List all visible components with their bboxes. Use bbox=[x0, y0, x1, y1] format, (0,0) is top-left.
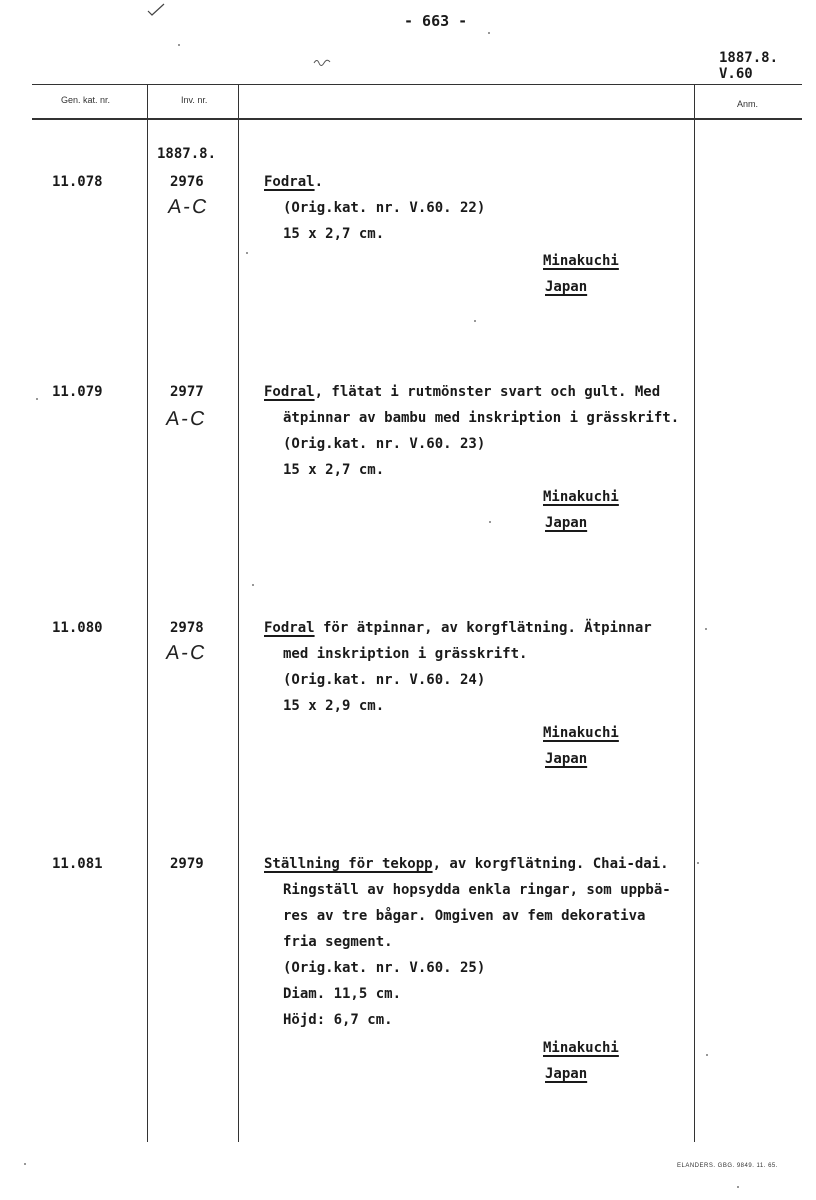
entry-title-line bbox=[264, 384, 660, 400]
entry-handwritten-mark: A-C bbox=[166, 196, 211, 218]
entry-title-line bbox=[264, 856, 669, 872]
scan-speck bbox=[737, 1186, 739, 1188]
scan-speck bbox=[488, 32, 490, 34]
entry-text-line: 15 x 2,7 cm. bbox=[283, 226, 385, 242]
entry-country: Japan bbox=[545, 751, 588, 767]
column-header-anm: Anm. bbox=[737, 99, 759, 109]
entry-place: Minakuchi bbox=[543, 725, 619, 741]
entry-country: Japan bbox=[545, 515, 588, 531]
pencil-scribble bbox=[313, 52, 331, 71]
entry-gen-number: 11.079 bbox=[52, 384, 103, 400]
collection-year: 1887.8. bbox=[157, 146, 217, 162]
entry-text-line: (Orig.kat. nr. V.60. 24) bbox=[283, 672, 486, 688]
entry-text-line: (Orig.kat. nr. V.60. 23) bbox=[283, 436, 486, 452]
scan-speck bbox=[246, 252, 248, 254]
top-right-ref-vol: V.60 bbox=[719, 66, 753, 82]
entry-text-line: res av tre bågar. Omgiven av fem dekorativa bbox=[283, 908, 646, 924]
entry-handwritten-mark: A-C bbox=[164, 408, 209, 430]
entry-place: Minakuchi bbox=[543, 1040, 619, 1056]
top-right-ref-year: 1887.8. bbox=[719, 50, 779, 66]
entry-title-line bbox=[264, 620, 652, 636]
entry-text-line: fria segment. bbox=[283, 934, 393, 950]
scan-speck bbox=[474, 320, 476, 322]
scan-speck bbox=[705, 628, 707, 630]
column-divider-1 bbox=[147, 84, 148, 1142]
scan-speck bbox=[24, 1163, 26, 1165]
entry-title-rest: för ätpinnar, av korgflätning. Ätpinnar bbox=[314, 620, 652, 636]
entry-text-line: Höjd: 6,7 cm. bbox=[283, 1012, 393, 1028]
entry-title-rest: , av korgflätning. Chai-dai. bbox=[432, 856, 669, 872]
entry-inv-number: 2978 bbox=[170, 620, 204, 636]
entry-text-line: 15 x 2,7 cm. bbox=[283, 462, 385, 478]
scan-speck bbox=[489, 521, 491, 523]
column-header-inv: Inv. nr. bbox=[181, 95, 208, 105]
check-mark bbox=[146, 2, 166, 22]
entry-gen-number: 11.080 bbox=[52, 620, 103, 636]
entry-inv-number: 2977 bbox=[170, 384, 204, 400]
entry-title-rest: , flätat i rutmönster svart och gult. Med bbox=[314, 384, 661, 400]
entry-title-rest: . bbox=[314, 174, 324, 190]
column-divider-2 bbox=[238, 84, 239, 1142]
entry-country: Japan bbox=[545, 279, 588, 295]
entry-inv-number: 2976 bbox=[170, 174, 204, 190]
scan-speck bbox=[706, 1054, 708, 1056]
entry-handwritten-mark: A-C bbox=[164, 642, 209, 664]
entry-inv-number: 2979 bbox=[170, 856, 204, 872]
entry-text-line: (Orig.kat. nr. V.60. 22) bbox=[283, 200, 486, 216]
scan-speck bbox=[178, 44, 180, 46]
entry-country: Japan bbox=[545, 1066, 588, 1082]
entry-title-line bbox=[264, 174, 323, 190]
entry-title: Fodral bbox=[264, 620, 315, 636]
entry-text-line: (Orig.kat. nr. V.60. 25) bbox=[283, 960, 486, 976]
entry-text-line: ätpinnar av bambu med inskription i grässkrift. bbox=[283, 410, 680, 426]
entry-place: Minakuchi bbox=[543, 253, 619, 269]
column-header-gen-kat: Gen. kat. nr. bbox=[61, 95, 111, 105]
printer-imprint: ELANDERS. GBG. 9849. 11. 65. bbox=[677, 1163, 778, 1169]
entry-title: Ställning för tekopp bbox=[264, 856, 433, 872]
entry-title: Fodral bbox=[264, 384, 315, 400]
entry-text-line: Diam. 11,5 cm. bbox=[283, 986, 402, 1002]
entry-text-line: Ringställ av hopsydda enkla ringar, som uppbä- bbox=[283, 882, 671, 898]
scan-speck bbox=[697, 862, 699, 864]
entry-gen-number: 11.078 bbox=[52, 174, 103, 190]
entry-place: Minakuchi bbox=[543, 489, 619, 505]
scan-speck bbox=[36, 398, 38, 400]
page-number: - 663 - bbox=[404, 12, 468, 30]
entry-title: Fodral bbox=[264, 174, 315, 190]
column-divider-3 bbox=[694, 84, 695, 1142]
entry-text-line: 15 x 2,9 cm. bbox=[283, 698, 385, 714]
scan-speck bbox=[252, 584, 254, 586]
entry-text-line: med inskription i grässkrift. bbox=[283, 646, 528, 662]
entry-gen-number: 11.081 bbox=[52, 856, 103, 872]
